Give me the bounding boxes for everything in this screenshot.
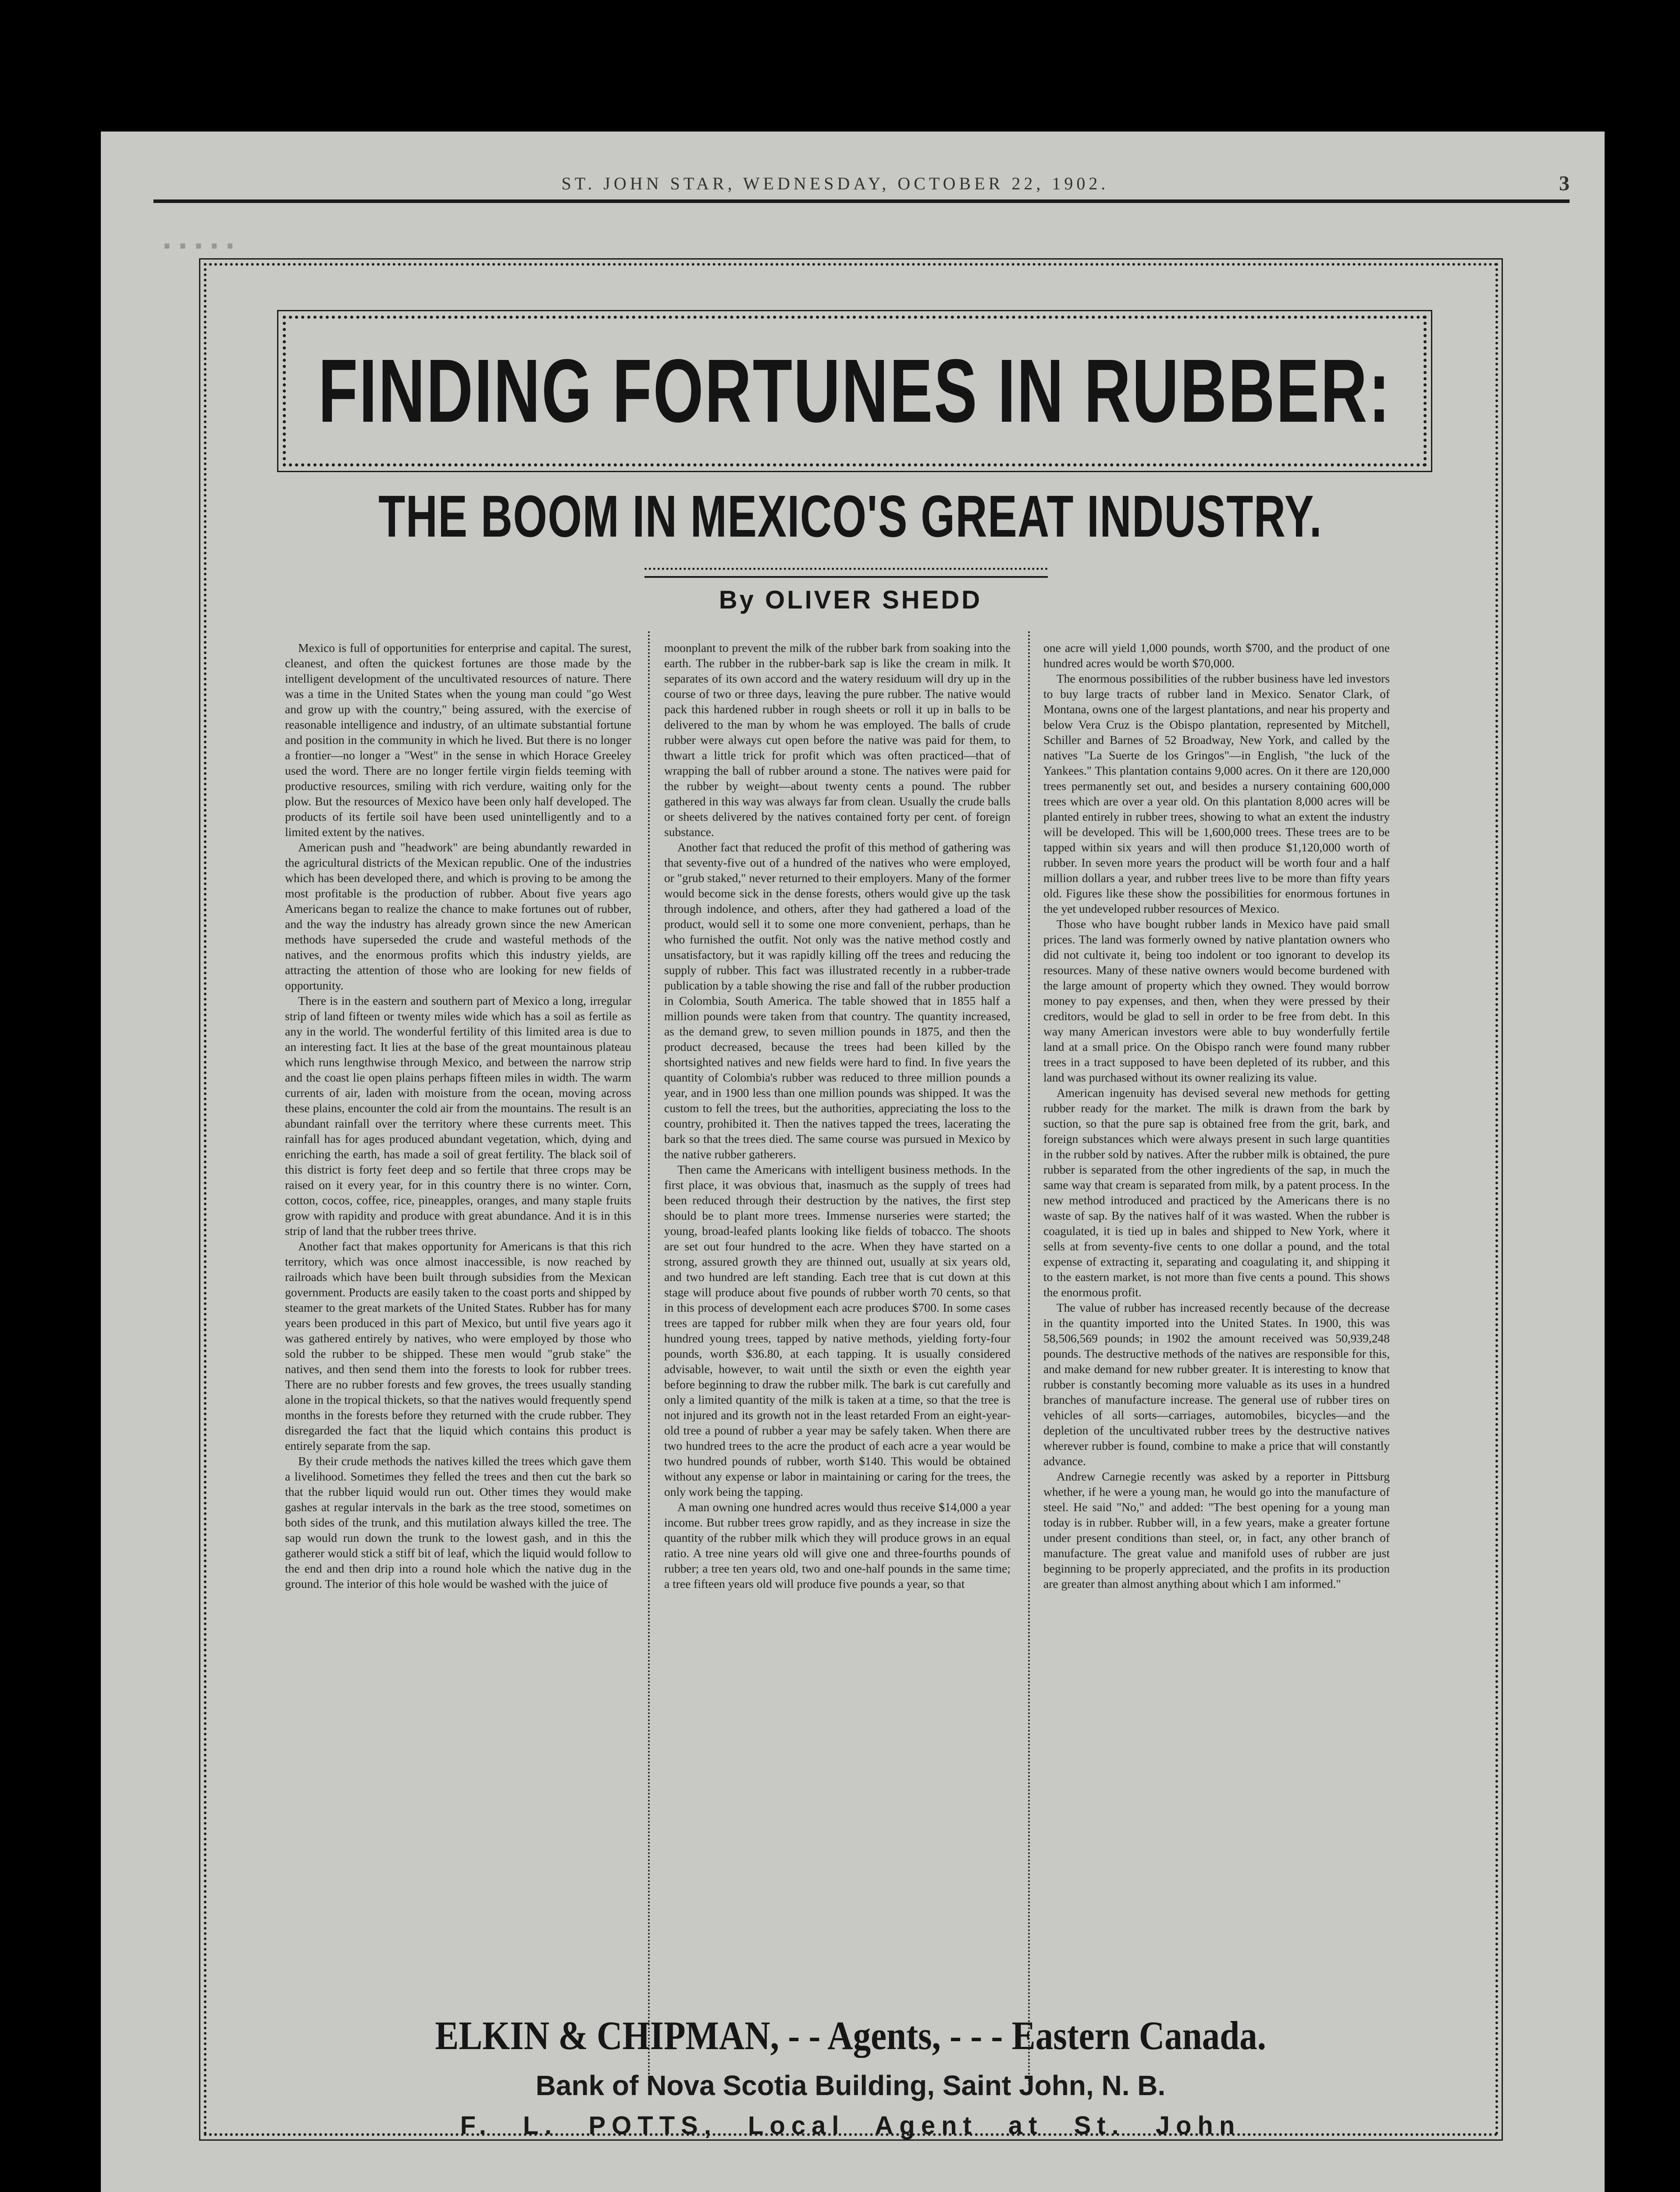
masthead — [153, 173, 1570, 203]
column-divider — [1028, 631, 1030, 2087]
headline-box — [283, 316, 1427, 466]
advert-agents-line — [204, 2012, 1497, 2059]
paragraph: American ingenuity has devised several new methods for getting rubber ready for the market. The milk is drawn from the bark by suction, so that the pure sap is obtained free from the grit, bark, and foreign substances which were always present in such large quantities in the rubber sold by natives. After the rubber milk is obtained, the pure rubber is separated from the other ingredients of the sap, in much the same way that cream is separated from milk, by a patent process. In the new method introduced and practiced by the Americans there is no waste of sap. By the natives half of it was wasted. When the rubber is coagulated, it is tied up in bales and shipped to New York, where it sells at from seventy-five cents to one dollar a pound, and the total expense of extracting it, separating and coagulating it, and shipping it to the eastern market, is not more than five cents a pound. This shows the enormous profit. — [1043, 1086, 1390, 1299]
advert-agents-text: ELKIN & CHIPMAN, - - Agents, - - - Eastern Canada. — [435, 2013, 1266, 2058]
paragraph: American push and "headwork" are being abundantly rewarded in the agricultural districts of the Mexican republic. One of the industries which has been developed there, and which is proving to be among the most profitable is the production of rubber. About five years ago Americans began to realize the chance to make fortunes out of rubber, and the way the industry has already grown since the new American methods have superseded the crude and wasteful methods of the natives, and the enormous profits which this industry yields, are attracting the attention of those who are looking for new fields of opportunity. — [285, 840, 631, 992]
article-column-1 — [285, 640, 631, 2091]
paragraph: A man owning one hundred acres would thus receive $14,000 a year income. But rubber trees grow rapidly, and as they increase in size the quantity of the rubber milk which they will produce grows in an equal ratio. A tree nine years old will give one and three-fourths pounds of rubber; a tree ten years old, two and one-half pounds in the same time; a tree fifteen years old will produce five pounds a year, so that — [664, 1500, 1011, 1591]
byline: By OLIVER SHEDD — [719, 586, 982, 614]
newspaper-page — [101, 132, 1605, 2192]
paragraph: Then came the Americans with intelligent business methods. In the first place, it was obvious that, inasmuch as the supply of trees had been reduced through their destruction by the natives, the first step should be to plant more trees. Immense nurseries were started; the young, broad-leafed plants looking like fields of tobacco. The shoots are set out four hundred to the acre. When they have started on a strong, assured growth they are thinned out, usually at six years old, and two hundred are left standing. Each tree that is cut down at this stage will produce about five pounds of rubber worth 70 cents, so that in this process of development each acre produces $700. In some cases trees are tapped for rubber milk when they are four years old, four hundred young trees, tapped by native methods, yielding forty-four pounds, worth $36.80, at each tapping. It is usually considered advisable, however, to wait until the sixth or even the eighth year before beginning to draw the rubber milk. The bark is cut carefully and only a limited quantity of the milk is taken at a time, so that the tree is not injured and its growth not in the least retarded From an eight-year-old tree a pound of rubber a year may be safely taken. When there are two hundred trees to the acre the product of each acre a year would be two hundred pounds of rubber, worth $140. This would be obtained without any expense or labor in maintaining or caring for the trees, the only work being the tapping. — [664, 1163, 1011, 1498]
paragraph: Another fact that makes opportunity for Americans is that this rich territory, which was once almost inaccessible, is now reached by railroads which have been built through subsidies from the Mexican government. Products are easily taken to the coast ports and shipped by steamer to the great markets of the United States. Rubber has for many years been produced in this part of Mexico, but until five years ago it was gathered entirely by natives, who were employed by those who sold the rubber to be shipped. These men would "grub stake" the natives, and then send them into the forests to look for rubber trees. There are no rubber forests and few groves, the trees usually standing alone in the tropical thickets, so that the natives would frequently spend months in the forests before they returned with the crude rubber. They disregarded the fact that the liquid which contains this product is entirely separate from the sap. — [285, 1239, 631, 1452]
advert-address-line: Bank of Nova Scotia Building, Saint John, N. B. — [535, 2070, 1166, 2101]
subheadline — [204, 482, 1497, 550]
column-divider — [648, 631, 650, 2087]
subheadline-text: THE BOOM IN MEXICO'S GREAT INDUSTRY. — [378, 483, 1323, 549]
paragraph: Mexico is full of opportunities for enterprise and capital. The surest, cleanest, and often the quickest fortunes are those made by the intelligent development of the uncultivated resources of nature. There was a time in the United States when the young man could "go West and grow up with the country," being assured, with the exercise of reasonable intelligence and industry, of an ultimate substantial fortune and position in the community in which he lived. But there is no longer a frontier—no longer a "West" in the sense in which Horace Greeley used the word. There are no longer fertile virgin fields teeming with productive resources, smiling with rich verdure, waiting only for the plow. But the resources of Mexico have been only half developed. The products of its fertile soil have been used unintelligently and to a limited extent by the natives. — [285, 641, 631, 839]
paragraph: one acre will yield 1,000 pounds, worth $700, and the product of one hundred acres would be worth $70,000. — [1043, 641, 1390, 670]
paragraph: moonplant to prevent the milk of the rubber bark from soaking into the earth. The rubber in the rubber-bark sap is like the cream in milk. It separates of its own accord and the watery residuum will dry up in the course of two or three days, leaving the pure rubber. The native would pack this hardened rubber in rough sheets or roll it up in balls to be delivered to the man by whom he was employed. The balls of crude rubber were always cut open before the native was paid for them, to thwart a little trick for profit which was often practiced—that of wrapping the ball of rubber around a stone. The natives were paid for the rubber by weight—about twenty cents a pound. The rubber gathered in this way was always far from clean. Usually the crude balls or sheets delivered by the natives contained forty per cent. of foreign substance. — [664, 641, 1011, 839]
paragraph: The value of rubber has increased recently because of the decrease in the quantity imported into the United States. In 1900, this was 58,506,569 pounds; in 1902 the amount received was 50,939,248 pounds. The destructive methods of the natives are responsible for this, and make demand for new rubber greater. It is interesting to know that rubber is constantly becoming more valuable as its uses in a hundred branches of manufacture increase. The general use of rubber tires on vehicles of all sorts—carriages, automobiles, bicycles—and the depletion of the uncultivated rubber trees by the destructive natives wherever rubber is found, combine to make a price that will constantly advance. — [1043, 1301, 1390, 1468]
page-number: 3 — [1559, 172, 1570, 195]
paragraph: By their crude methods the natives killed the trees which gave them a livelihood. Sometimes they felled the trees and then cut the bark so that the rubber liquid would run out. Other times they would make gashes at regular intervals in the bark as the tree stood, sometimes on both sides of the trunk, and this mutilation always killed the tree. The sap would run down the trunk to the lowest gash, and in this the gatherer would stick a stiff bit of leaf, which the liquid would follow to the end and then drip into a round hole which the native dug in the ground. The interior of this hole would be washed with the juice of — [285, 1454, 631, 1591]
decorative-rule — [644, 568, 1048, 578]
bleed-through-text: ····· — [162, 226, 241, 265]
masthead-dateline: ST. JOHN STAR, WEDNESDAY, OCTOBER 22, 1902. — [561, 174, 1109, 193]
advert-local-agent-line: F. L. POTTS, Local Agent at St. John — [460, 2111, 1241, 2140]
paragraph: Those who have bought rubber lands in Mexico have paid small prices. The land was formerly owned by native plantation owners who did not cultivate it, being too indolent or too ignorant to develop its resources. Many of these native owners would become burdened with the large amount of property which they owned. They would borrow money to pay expenses, and then, when they were pressed by their creditors, would be glad to sell in order to be free from debt. In this way many American investors were able to buy wonderfully fertile land at a small price. On the Obispo ranch were found many rubber trees in a tract supposed to have been depleted of its rubber, and this land was purchased without its owner realizing its value. — [1043, 917, 1390, 1084]
headline: FINDING FORTUNES IN RUBBER: — [318, 341, 1392, 441]
article-column-3 — [1043, 640, 1390, 2091]
paragraph: The enormous possibilities of the rubber business have led investors to buy large tracts of rubber land in Mexico. Senator Clark, of Montana, owns one of the largest plantations, and near his property and below Vera Cruz is the Obispo plantation, represented by Mitchell, Schiller and Barnes of 52 Broadway, New York, and called by the natives "La Suerte de los Gringos"—in English, "the luck of the Yankees." This plantation contains 9,000 acres. On it there are 120,000 trees permanently set out, and besides a nursery containing 600,000 trees which are over a year old. On this plantation 8,000 acres will be planted entirely in rubber trees, showing to what an extent the industry will be developed. This will be 1,600,000 trees. These trees are to be tapped within six years and will then produce $1,120,000 worth of rubber. In seven more years the product will be worth four and a half million dollars a year, and rubber trees live to be more than fifty years old. Figures like these show the possibilities for enormous fortunes in the yet undeveloped rubber resources of Mexico. — [1043, 672, 1390, 915]
paragraph: Another fact that reduced the profit of this method of gathering was that seventy-five out of a hundred of the natives who were employed, or "grub staked," never returned to their employers. Many of the former would become sick in the dense forests, others would give up the task through indolence, and others, after they had gathered a load of the product, would sell it to some one more convenient, perhaps, than he who furnished the outfit. Not only was the native method costly and unsatisfactory, but it was rapidly killing off the trees and reducing the supply of rubber. This fact was illustrated recently in a rubber-trade publication by a table showing the rise and fall of the rubber production in Colombia, South America. The table showed that in 1855 half a million pounds were taken from that country. The quantity increased, as the demand grew, to seven million pounds in 1875, and then the product decreased, because the trees had been killed by the shortsighted natives and new fields were hard to find. In five years the quantity of Colombia's rubber was reduced to three million pounds a year, and in 1900 less than one million pounds was shipped. It was the custom to fell the trees, but the authorities, appreciating the loss to the country, prohibited it. Then the natives tapped the trees, lacerating the bark so that the trees died. The same course was pursued in Mexico by the native rubber gatherers. — [664, 840, 1011, 1161]
paragraph: There is in the eastern and southern part of Mexico a long, irregular strip of land fifteen or twenty miles wide which has a soil as fertile as any in the world. The wonderful fertility of this limited area is due to an interesting fact. It lies at the base of the great mountainous plateau which runs lengthwise through Mexico, and between the narrow strip and the coast lie open plains perhaps fifteen miles in width. The warm currents of air, laden with moisture from the ocean, moving across these plains, encounter the cold air from the mountains. The result is an abundant rainfall over the territory where these currents meet. This rainfall has for ages produced abundant vegetation, which, dying and enriching the earth, has made a soil of great fertility. The black soil of this district is forty feet deep and so fertile that three crops may be raised on it every year, for in this country there is no winter. Corn, cotton, cocos, coffee, rice, pineapples, oranges, and many staple fruits grow with rapidity and produce with great abundance. And it is in this strip of land that the rubber trees thrive. — [285, 994, 631, 1238]
paragraph: Andrew Carnegie recently was asked by a reporter in Pittsburg whether, if he were a young man, he would go into the manufacture of steel. He said "No," and added: "The best opening for a young man today is in rubber. Rubber will, in a few years, make a greater fortune under present conditions than steel, or, in fact, any other branch of manufacture. The great value and manifold uses of rubber are just beginning to be properly appreciated, and the profits in its production are greater than almost anything about which I am informed." — [1043, 1470, 1390, 1591]
article-column-2 — [664, 640, 1011, 2091]
